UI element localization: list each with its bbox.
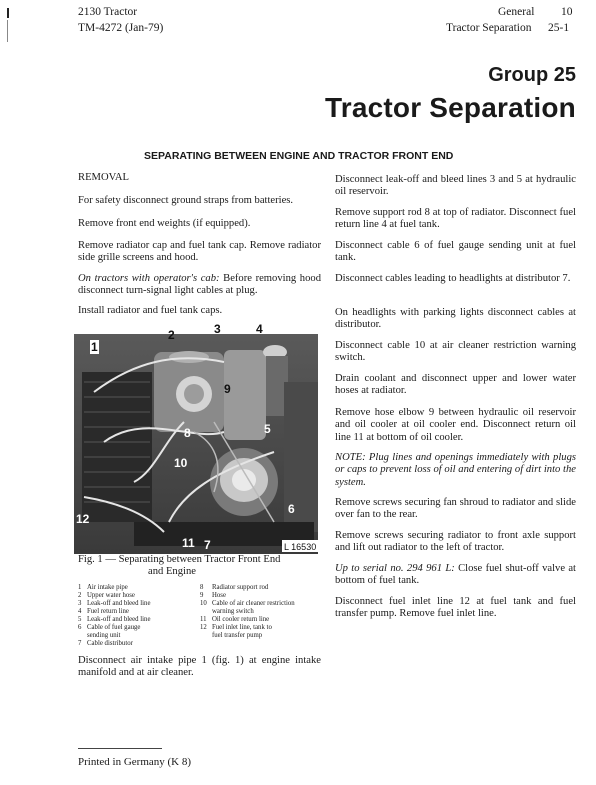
callout-3: 3 — [214, 322, 221, 336]
figure-legend — [78, 584, 322, 652]
right-paragraph-13: Disconnect fuel inlet line 12 at fuel tank and fuel transfer pump. Remove fuel inlet line. — [335, 596, 576, 620]
figure-caption-line1: Fig. 1 — Separating between Tractor Front End — [78, 554, 281, 565]
callout-7: 7 — [204, 538, 211, 552]
right-paragraph-5: On headlights with parking lights disconnect cables at distributor. — [335, 307, 576, 331]
callout-11: 11 — [182, 536, 195, 550]
left-paragraph-3: Remove radiator cap and fuel tank cap. Remove radiator side grille screens and hood. — [78, 240, 321, 264]
legend-left-item: 7 Cable distributor — [78, 640, 133, 647]
figure-photo — [74, 322, 318, 554]
right-paragraph-7: Drain coolant and disconnect upper and lower water hoses at radiator. — [335, 373, 576, 397]
right-paragraph-4: Disconnect cables leading to headlights at distributor 7. — [335, 273, 571, 284]
legend-left-item: 4 Fuel return line — [78, 608, 129, 615]
left-paragraph-4 — [78, 273, 321, 298]
callout-2: 2 — [168, 328, 175, 342]
binder-line — [7, 20, 8, 42]
legend-right-item: fuel transfer pump — [212, 632, 263, 639]
left-paragraph-2: Remove front end weights (if equipped). — [78, 218, 251, 229]
legend-left-item: 1 Air intake pipe — [78, 584, 128, 591]
legend-left-item: 3 Leak-off and bleed line — [78, 600, 151, 607]
header-left-line1: 2130 Tractor — [78, 6, 138, 18]
right-paragraph-9-note: NOTE: Plug lines and openings immediately with plugs or caps to prevent loss of oil and entering of dirt into the system. — [335, 452, 576, 488]
legend-left-item: 6 Cable of fuel gauge — [78, 624, 141, 631]
header-right-line2-label: Tractor Separation — [446, 22, 532, 34]
binder-mark — [7, 8, 9, 18]
right-paragraph-10: Remove screws securing fan shroud to radiator and slide over fan to the rear. — [335, 497, 576, 521]
left-paragraph-1: For safety disconnect ground straps from batteries. — [78, 195, 294, 206]
footer-rule — [78, 748, 162, 749]
callout-1: 1 — [91, 340, 98, 354]
section-heading: SEPARATING BETWEEN ENGINE AND TRACTOR FRONT END — [144, 150, 454, 162]
figure-code: L 16530 — [284, 542, 317, 552]
right-paragraph-3: Disconnect cable 6 of fuel gauge sending unit at fuel tank. — [335, 240, 576, 264]
callout-4: 4 — [256, 322, 263, 336]
left-paragraph-4-italic: On tractors with operator's cab: — [78, 273, 220, 284]
left-paragraph-4-rest: Before removing hood disconnect turn-signal light cables at plug. — [78, 273, 321, 297]
right-paragraph-12 — [335, 563, 576, 588]
right-paragraph-12-italic: Up to serial no. 294 961 L: — [335, 563, 455, 574]
callout-12: 12 — [76, 512, 90, 526]
page-title: Tractor Separation — [324, 92, 576, 123]
legend-right-item: 9 Hose — [200, 592, 226, 599]
header-left-line2: TM-4272 (Jan-79) — [78, 22, 164, 34]
left-paragraph-6: Disconnect air intake pipe 1 (fig. 1) at engine intake manifold and at air cleaner. — [78, 655, 321, 679]
callout-5: 5 — [264, 422, 271, 436]
legend-right-item: 8 Radiator support rod — [200, 584, 269, 591]
callout-10: 10 — [174, 456, 188, 470]
group-label: Group 25 — [488, 64, 576, 86]
legend-right-item: 11 Oil cooler return line — [200, 616, 270, 623]
footer-text: Printed in Germany (K 8) — [78, 756, 192, 768]
callout-6: 6 — [288, 502, 295, 516]
legend-left-item: 5 Leak-off and bleed line — [78, 616, 151, 623]
left-paragraph-5: Install radiator and fuel tank caps. — [78, 305, 223, 316]
legend-left-item: sending unit — [87, 632, 121, 639]
header-right-line1-num: 10 — [561, 6, 573, 18]
removal-heading: REMOVAL — [78, 172, 130, 183]
right-paragraph-2: Remove support rod 8 at top of radiator. Disconnect fuel return line 4 at fuel tank. — [335, 207, 576, 231]
header-right-line1-label: General — [498, 6, 535, 18]
header-right-line2-num: 25-1 — [548, 22, 570, 34]
right-paragraph-8: Remove hose elbow 9 between hydraulic oil reservoir and oil cooler at oil cooler end. Disconnect return oil line 11 at bottom of oil cooler. — [335, 407, 576, 443]
callout-9: 9 — [224, 382, 231, 396]
right-paragraph-1: Disconnect leak-off and bleed lines 3 and 5 at hydraulic oil reservoir. — [335, 174, 576, 198]
right-paragraph-6: Disconnect cable 10 at air cleaner restriction warning switch. — [335, 340, 576, 364]
right-paragraph-12-rest: Close fuel shut-off valve at bottom of fuel tank. — [335, 563, 576, 587]
legend-right-item: 10 Cable of air cleaner restriction — [200, 600, 295, 607]
figure-caption-line2: and Engine — [148, 566, 196, 577]
right-paragraph-11: Remove screws securing radiator to front axle support and lift out radiator to the left of tractor. — [335, 530, 576, 554]
legend-right-item: 12 Fuel inlet line, tank to — [200, 624, 272, 631]
engine-photo-graphic — [74, 322, 318, 554]
legend-right-item: warning switch — [212, 608, 254, 615]
legend-left-item: 2 Upper water hose — [78, 592, 135, 599]
callout-8: 8 — [184, 426, 191, 440]
